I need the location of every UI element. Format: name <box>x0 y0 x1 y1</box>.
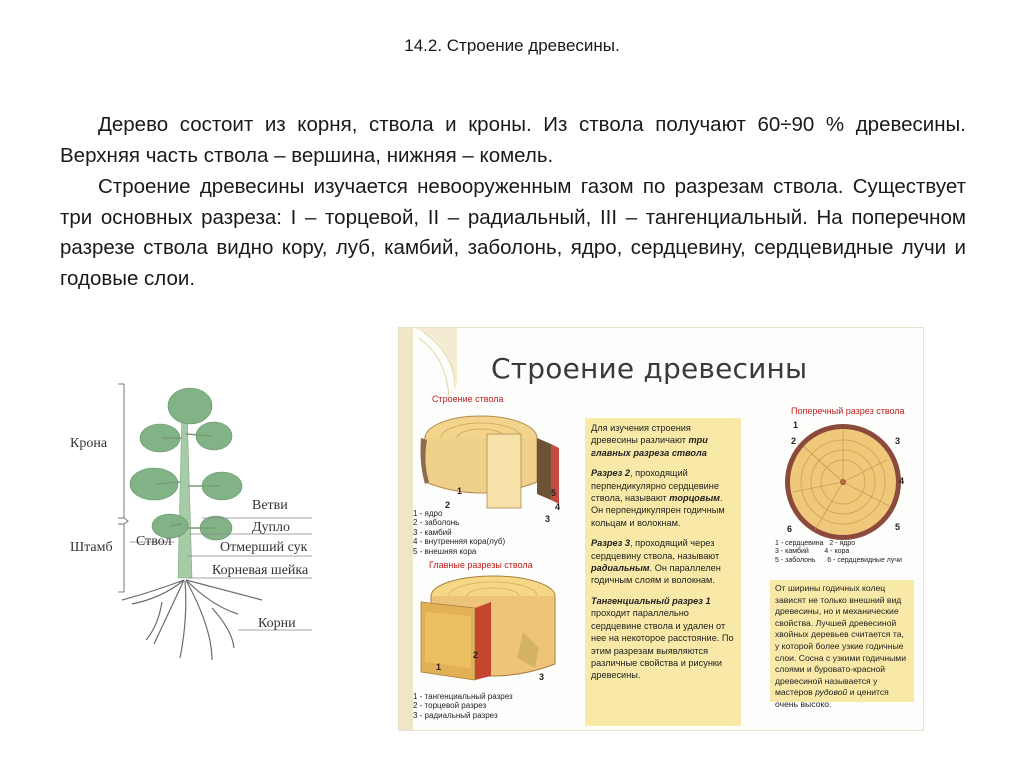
crown-label: Крона <box>70 436 108 451</box>
main-cuts-textbox <box>585 418 741 726</box>
paragraph-2-text: Строение древесины изучается невооруженным газом по разрезам ствола. Существует три основных разреза: I – торцевой, II – радиальный, III – тангенциальный. На поперечном разрезе ствола видно кору, луб, камбий, заболонь, ядро, сердцевину, сердцевидные лучи и годовые слои. <box>60 175 966 290</box>
box1-cut1-label: Тангенциальный разрез 1 <box>591 595 711 606</box>
wood-structure-poster <box>398 327 924 731</box>
cuts-legend: 1 - тангенциальный разрез 2 - торцевой разрез 3 - радиальный разрез <box>413 692 513 720</box>
box1-cut2-label: Разрез 2 <box>591 468 630 479</box>
cuts-number-2: 2 <box>473 650 479 660</box>
box1-intro-emph: три главных разреза ствола <box>591 435 708 458</box>
cross-number-4: 4 <box>899 476 905 486</box>
cuts-section-title: Главные разрезы ствола <box>429 560 533 570</box>
cuts-number-1: 1 <box>436 662 442 672</box>
hollow-label: Дупло <box>252 520 291 535</box>
trunk-number-2: 2 <box>445 500 451 510</box>
trunk-number-5: 5 <box>551 488 557 498</box>
box1-cut2-text: , проходящий перпендикулярно сердцевине ствола, называют <box>591 468 719 504</box>
cross-section-title: Поперечный разрез ствола <box>791 406 905 416</box>
cross-number-1: 1 <box>793 420 799 430</box>
growth-rings-textbox <box>770 580 914 709</box>
cross-number-3: 3 <box>895 436 901 446</box>
trunk-number-3: 3 <box>545 514 551 524</box>
trunk-number-1: 1 <box>457 486 463 496</box>
trunk-section-title: Строение ствола <box>432 394 504 404</box>
box1-cut3-term: радиальным <box>591 563 650 574</box>
paragraph-1-text: Дерево состоит из корня, ствола и кроны. Из ствола получают 60÷90 % древесины. Верхняя часть ствола – вершина, нижняя – комель. <box>60 113 966 167</box>
trunk-structure-illustration <box>413 404 573 524</box>
structure-paragraph <box>60 172 966 294</box>
tree-diagram <box>62 378 332 668</box>
main-cuts-illustration <box>413 572 573 692</box>
page-title: 14.2. Строение древесины. <box>404 36 620 55</box>
box2-tail: и ценится очень высоко. <box>775 687 889 709</box>
branches-label: Ветви <box>252 498 288 513</box>
box1-cut3-label: Разрез 3 <box>591 538 630 549</box>
cross-number-2: 2 <box>791 436 797 446</box>
box1-cut2-term: торцовым <box>669 493 720 504</box>
box1-cut3-text: , проходящий через сердцевину ствола, называют <box>591 538 720 561</box>
dead-bough-label: Отмерший сук <box>220 540 308 555</box>
trunk-legend: 1 - ядро 2 - заболонь 3 - камбий 4 - внутренняя кора(луб) 5 - внешняя кора <box>413 509 506 556</box>
trunk-number-4: 4 <box>555 502 561 512</box>
box2-text: От ширины годичных колец зависят не только внешний вид древесины, но и механические свойства. Лучшей древесиной хвойных деревьев считается та, у которой более узкие годичные слои. Сосна с узкими годичными слоями и буровато-красной древесиной называется у мастеров <box>775 583 906 698</box>
box1-cut3-tail: . Он параллелен годичным слоям и волокнам. <box>591 563 721 586</box>
cross-legend: 1 - сердцевина 2 - ядро 3 - камбий 4 - кора 5 - заболонь 6 - сердцевидные лучи <box>775 540 902 564</box>
root-neck-label: Корневая шейка <box>212 563 309 578</box>
cross-number-5: 5 <box>895 522 901 532</box>
box1-cut1-text: проходит параллельно сердцевине ствола и удален от нее на некоторое расстояние. По этим разрезам выявляются различные свойства и рисунки древесины. <box>591 608 734 681</box>
roots-label: Корни <box>258 616 296 631</box>
stem-label: Штамб <box>70 540 113 555</box>
box1-cut2-tail: . Он перпендикулярен годичным кольцам и волокнам. <box>591 493 725 528</box>
trunk-label: Ствол <box>136 534 172 549</box>
box2-term: рудовой <box>815 687 848 698</box>
intro-paragraph <box>60 110 966 171</box>
box1-intro: Для изучения строения древесины различают <box>591 423 691 446</box>
poster-title: Строение древесины <box>491 352 808 385</box>
cuts-number-3: 3 <box>539 672 545 682</box>
cross-number-6: 6 <box>787 524 793 534</box>
